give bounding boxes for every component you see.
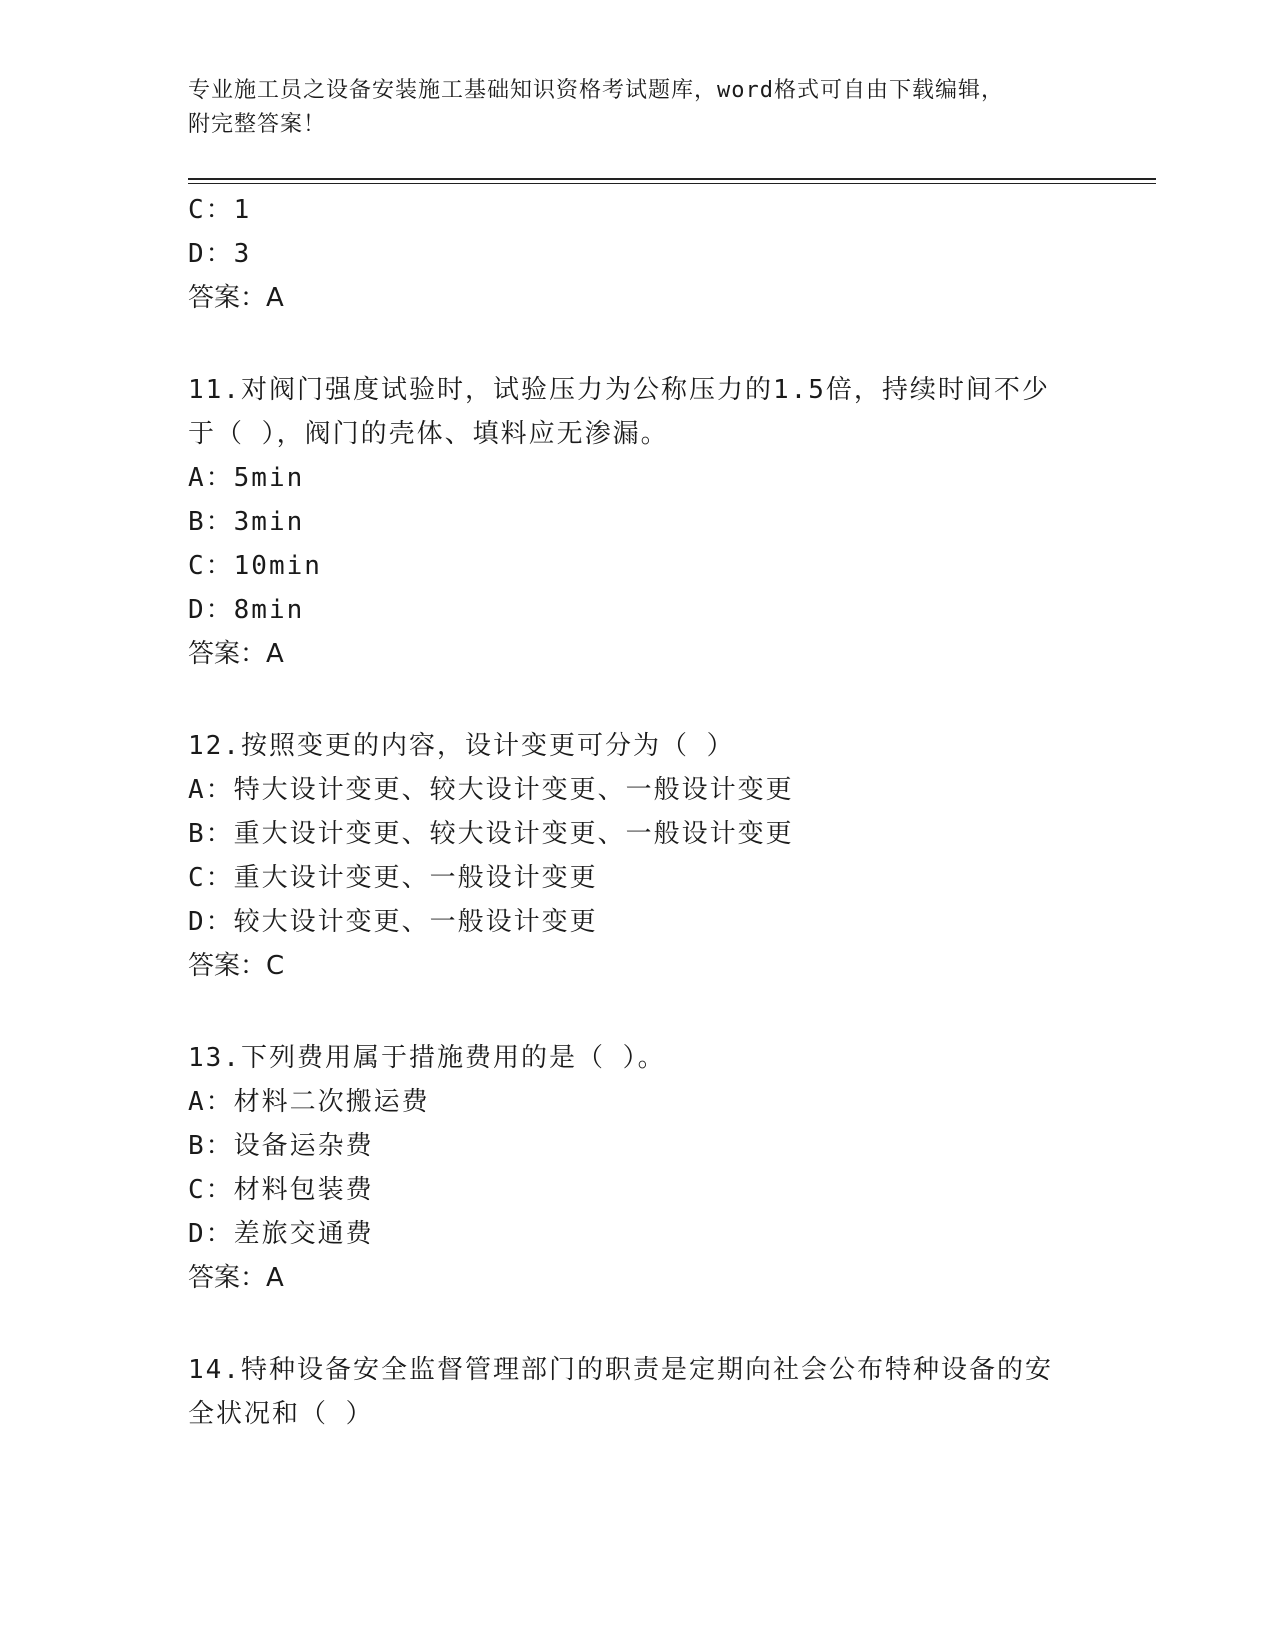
q13-option-d: D：差旅交通费 <box>188 1219 374 1249</box>
q13-stem-line-1: 13.下列费用属于措施费用的是（ ）。 <box>188 1043 666 1073</box>
q11-option-d: D：8min <box>188 595 305 625</box>
prev-option-c: C：1 <box>188 195 252 225</box>
q13-answer: 答案：A <box>188 1263 284 1293</box>
q12-option-d: D：较大设计变更、一般设计变更 <box>188 907 598 937</box>
header-line-1: 专业施工员之设备安装施工基础知识资格考试题库，word格式可自由下载编辑， <box>188 78 1004 103</box>
q14-stem-line-2: 全状况和（ ） <box>188 1399 374 1429</box>
q13-option-b: B：设备运杂费 <box>188 1131 374 1161</box>
header-rule-thin <box>188 183 1156 184</box>
q12-answer: 答案：C <box>188 951 285 981</box>
q12-option-c: C：重大设计变更、一般设计变更 <box>188 863 598 893</box>
q13-option-c: C：材料包装费 <box>188 1175 374 1205</box>
prev-option-d: D：3 <box>188 239 252 269</box>
q12-stem-line-1: 12.按照变更的内容，设计变更可分为（ ） <box>188 731 735 761</box>
q11-option-a: A：5min <box>188 463 305 493</box>
q12-option-a: A：特大设计变更、较大设计变更、一般设计变更 <box>188 775 794 805</box>
prev-answer: 答案：A <box>188 283 284 313</box>
document-header <box>188 74 1088 142</box>
q11-stem-line-1: 11.对阀门强度试验时，试验压力为公称压力的1.5倍，持续时间不少 <box>188 375 1050 405</box>
q14-stem-line-1: 14.特种设备安全监督管理部门的职责是定期向社会公布特种设备的安 <box>188 1355 1053 1385</box>
q11-stem-line-2: 于（ ），阀门的壳体、填料应无渗漏。 <box>188 419 669 449</box>
q12-option-b: B：重大设计变更、较大设计变更、一般设计变更 <box>188 819 794 849</box>
q13-option-a: A：材料二次搬运费 <box>188 1087 430 1117</box>
q11-option-b: B：3min <box>188 507 305 537</box>
q11-answer: 答案：A <box>188 639 284 669</box>
header-line-2: 附完整答案！ <box>188 112 327 137</box>
header-rule-thick <box>188 178 1156 180</box>
q11-option-c: C：10min <box>188 551 322 581</box>
